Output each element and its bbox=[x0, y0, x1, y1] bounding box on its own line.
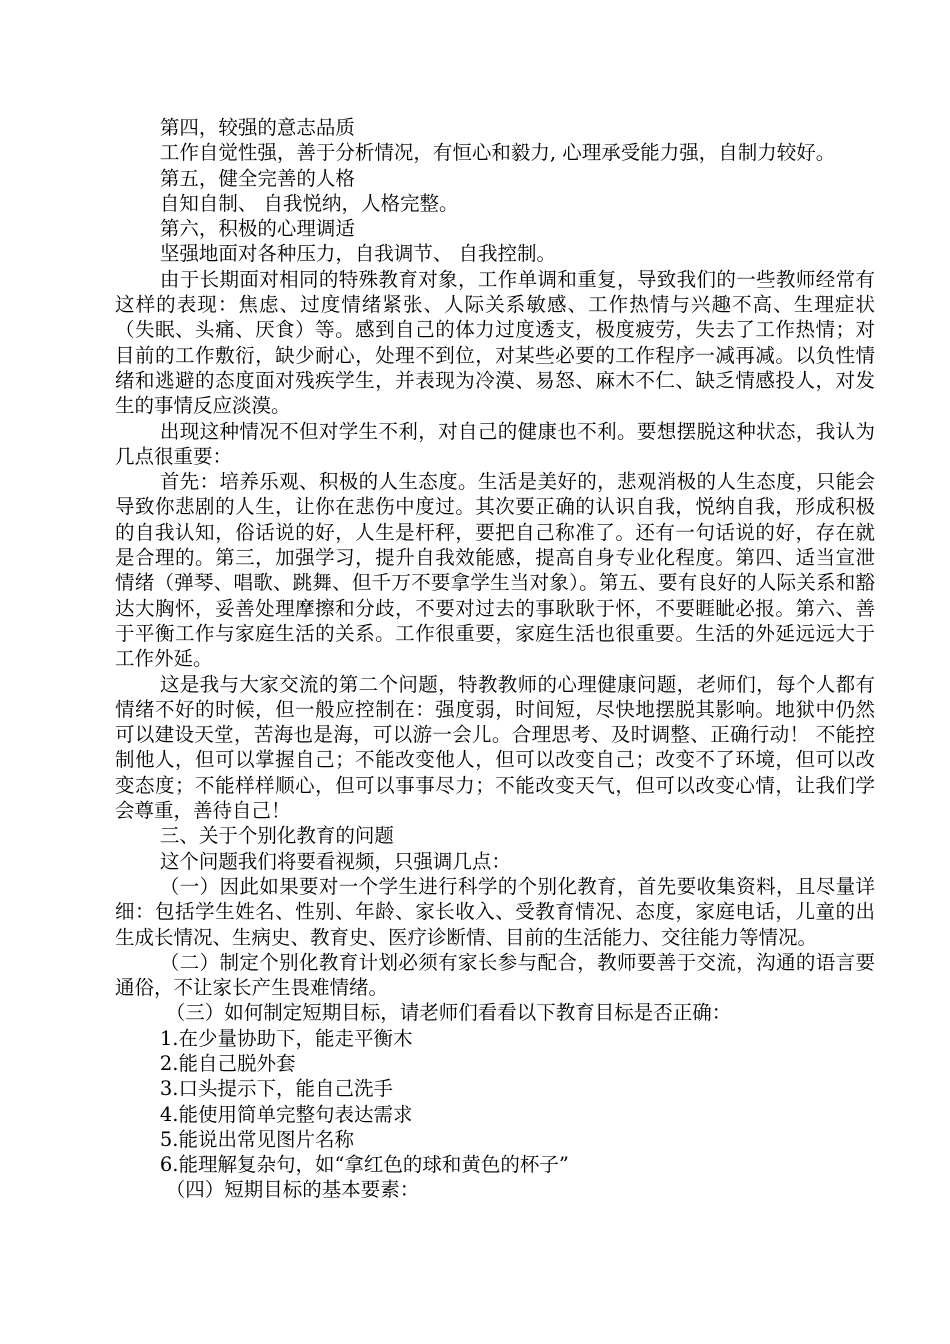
list-item-goal-5: 5.能说出常见图片名称 bbox=[159, 1127, 354, 1151]
heading-willpower: 第四，较强的意志品质 bbox=[159, 116, 355, 139]
paragraph-consequences: 出现这种情况不但对学生不利，对自己的健康也不利。要想摆脱这种状态，我认为几点很重要： bbox=[115, 419, 875, 468]
list-item-goal-1: 1.在少量协助下，能走平衡木 bbox=[159, 1026, 413, 1050]
paragraph-point-four: （四）短期目标的基本要素： bbox=[165, 1178, 420, 1202]
paragraph-point-one: （一）因此如果要对一个学生进行科学的个别化教育，首先要收集资料，且尽量详细：包括学生姓名、性别、年龄、家长收入、受教育情况、态度，家庭电话，儿童的出生成长情况、生病史、教育史、医疗诊断情、目前的生活能力、交往能力等情况。 bbox=[115, 874, 875, 949]
paragraph-mental-health: 这是我与大家交流的第二个问题，特教教师的心理健康问题，老师们，每个人都有情绪不好的时候，但一般应控制在：强度弱，时间短，尽快地摆脱其影响。地狱中仍然可以建设天堂，苦海也是海，可以游一会儿。合理思考、及时调整、正确行动！ 不能控制他人，但可以掌握自己；不能改变他人，但可以改变自己；改变不了环境，但可以改变态度；不能样样顺心，但可以事事尽力；不能改变天气，但可以改变心情，让我们学会尊重，善待自己！ bbox=[115, 672, 875, 823]
paragraph-burnout: 由于长期面对相同的特殊教育对象，工作单调和重复，导致我们的一些教师经常有这样的表现：焦虑、过度情绪紧张、人际关系敏感、工作热情与兴趣不高、生理症状（失眠、头痛、厌食）等。感到自己的体力过度透支，极度疲劳，失去了工作热情；对目前的工作敷衍，缺少耐心，处理不到位，对某些必要的工作程序一减再减。以负性情绪和逃避的态度面对残疾学生，并表现为冷漠、易怒、麻木不仁、缺乏情感投人，对发生的事情反应淡漠。 bbox=[115, 267, 875, 418]
paragraph-point-three: （三）如何制定短期目标，请老师们看看以下教育目标是否正确： bbox=[165, 1001, 732, 1025]
heading-section-three: 三、关于个别化教育的问题 bbox=[159, 824, 394, 848]
list-item-goal-4: 4.能使用简单完整句表达需求 bbox=[159, 1102, 413, 1126]
heading-personality: 第五，健全完善的人格 bbox=[159, 166, 355, 190]
paragraph-personality: 自知自制、 自我悦纳，人格完整。 bbox=[159, 191, 459, 215]
paragraph-willpower: 工作自觉性强，善于分析情况，有恒心和毅力, 心理承受能力强，自制力较好。 bbox=[159, 141, 836, 165]
document-page bbox=[115, 115, 875, 1203]
paragraph-point-two: （二）制定个别化教育计划必须有家长参与配合，教师要善于交流，沟通的语言要通俗，不让家长产生畏难情绪。 bbox=[115, 950, 875, 1000]
list-item-goal-3: 3.口头提示下，能自己洗手 bbox=[159, 1077, 393, 1101]
list-item-goal-2: 2.能自己脱外套 bbox=[159, 1051, 296, 1075]
paragraph-advice: 首先：培养乐观、积极的人生态度。生活是美好的，悲观消极的人生态度，只能会导致你悲剧的人生，让你在悲伤中度过。其次要正确的认识自我，悦纳自我，形成积极的自我认知，俗话说的好，人生是杆秤，要把自己称准了。还有一句话说的好，存在就是合理的。第三，加强学习，提升自我效能感，提高自身专业化程度。第四、适当宣泄情绪（弹琴、唱歌、跳舞、但千万不要拿学生当对象）。第五、要有良好的人际关系和豁达大胸怀，妥善处理摩擦和分歧，不要对过去的事耿耿于怀，不要睚眦必报。第六、善于平衡工作与家庭生活的关系。工作很重要，家庭生活也很重要。生活的外延远远大于工作外延。 bbox=[115, 470, 875, 671]
paragraph-adjustment: 坚强地面对各种压力，自我调节、 自我控制。 bbox=[159, 242, 557, 266]
paragraph-video-note: 这个问题我们将要看视频，只强调几点： bbox=[159, 849, 511, 873]
list-item-goal-6: 6.能理解复杂句，如“拿红色的球和黄色的杯子” bbox=[159, 1153, 569, 1177]
heading-adjustment: 第六，积极的心理调适 bbox=[159, 217, 355, 241]
